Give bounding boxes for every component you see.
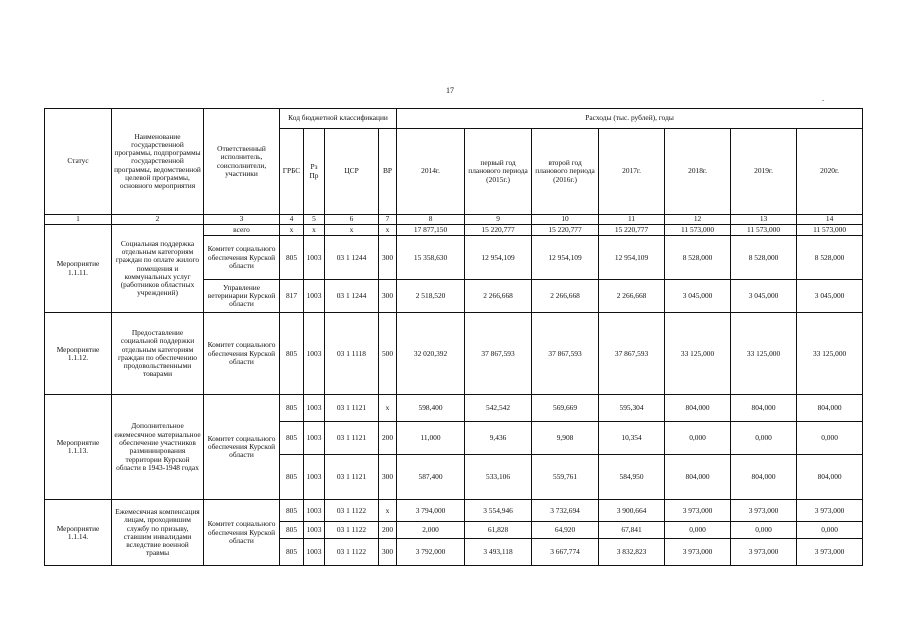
value-2018: 0,000: [665, 522, 731, 539]
value-2016: 2 266,668: [532, 280, 599, 313]
value-2019: 804,000: [731, 455, 797, 500]
rzpr-cell: 1003: [304, 280, 325, 313]
executor-cell: Комитет социального обеспечения Курской области: [204, 500, 280, 566]
executor-cell: всего: [204, 225, 280, 236]
header-grbs: ГРБС: [280, 129, 304, 215]
csr-cell: 03 1 1244: [325, 236, 379, 280]
vr-cell: х: [379, 225, 397, 236]
table-row: [45, 225, 863, 236]
value-2014: 17 877,150: [397, 225, 465, 236]
value-2018: 804,000: [665, 455, 731, 500]
table-row: [45, 395, 863, 422]
header-year-2019: 2019г.: [731, 129, 797, 215]
column-number: 1: [45, 215, 112, 225]
value-2019: 3 973,000: [731, 500, 797, 522]
column-number-row: [45, 215, 863, 225]
csr-cell: х: [325, 225, 379, 236]
status-cell: Мероприятие 1.1.14.: [45, 500, 112, 566]
budget-table: [44, 108, 863, 566]
value-2019: 0,000: [731, 522, 797, 539]
value-2015: 9,436: [465, 422, 532, 455]
value-2018: 3 045,000: [665, 280, 731, 313]
header-csr: ЦСР: [325, 129, 379, 215]
header-year-2015: первый год планового периода (2015г.): [465, 129, 532, 215]
grbs-cell: 805: [280, 236, 304, 280]
rzpr-cell: 1003: [304, 236, 325, 280]
value-2015: 61,828: [465, 522, 532, 539]
vr-cell: 300: [379, 455, 397, 500]
value-2019: 3 045,000: [731, 280, 797, 313]
value-2019: 804,000: [731, 395, 797, 422]
column-number: 14: [797, 215, 863, 225]
value-2015: 533,106: [465, 455, 532, 500]
column-number: 2: [112, 215, 204, 225]
value-2015: 12 954,109: [465, 236, 532, 280]
value-2015: 3 554,946: [465, 500, 532, 522]
csr-cell: 03 1 1122: [325, 539, 379, 566]
column-number: 3: [204, 215, 280, 225]
column-number: 4: [280, 215, 304, 225]
value-2015: 3 493,118: [465, 539, 532, 566]
value-2016: 3 667,774: [532, 539, 599, 566]
executor-cell: Комитет социального обеспечения Курской области: [204, 236, 280, 280]
csr-cell: 03 1 1244: [325, 280, 379, 313]
header-year-2017: 2017г.: [599, 129, 665, 215]
value-2018: 8 528,000: [665, 236, 731, 280]
vr-cell: 200: [379, 422, 397, 455]
value-2020: 804,000: [797, 455, 863, 500]
value-2019: 8 528,000: [731, 236, 797, 280]
value-2020: 3 045,000: [797, 280, 863, 313]
status-cell: Мероприятие 1.1.13.: [45, 395, 112, 500]
value-2019: 33 125,000: [731, 313, 797, 395]
grbs-cell: 805: [280, 455, 304, 500]
event-name-cell: Социальная поддержка отдельным категориям граждан по оплате жилого помещения и коммунальных услуг (работников областных учреждений): [112, 225, 204, 313]
value-2017: 10,354: [599, 422, 665, 455]
value-2017: 12 954,109: [599, 236, 665, 280]
rzpr-cell: 1003: [304, 539, 325, 566]
value-2018: 33 125,000: [665, 313, 731, 395]
csr-cell: 03 1 1121: [325, 395, 379, 422]
value-2014: 587,400: [397, 455, 465, 500]
status-cell: Мероприятие 1.1.12.: [45, 313, 112, 395]
value-2016: 9,908: [532, 422, 599, 455]
header-year-2020: 2020г.: [797, 129, 863, 215]
value-2015: 2 266,668: [465, 280, 532, 313]
column-number: 10: [532, 215, 599, 225]
value-2016: 569,669: [532, 395, 599, 422]
header-name: Наименование государственной программы, подпрограммы государственной программы, ведомственной целевой программы, основного мероприятия: [112, 109, 204, 215]
grbs-cell: 805: [280, 395, 304, 422]
column-number: 8: [397, 215, 465, 225]
value-2019: 0,000: [731, 422, 797, 455]
value-2016: 37 867,593: [532, 313, 599, 395]
table-row: [45, 500, 863, 522]
value-2016: 12 954,109: [532, 236, 599, 280]
value-2014: 598,400: [397, 395, 465, 422]
header-year-2016: второй год планового периода (2016г.): [532, 129, 599, 215]
vr-cell: 300: [379, 236, 397, 280]
value-2014: 2 518,520: [397, 280, 465, 313]
value-2014: 3 792,000: [397, 539, 465, 566]
column-number: 6: [325, 215, 379, 225]
value-2018: 804,000: [665, 395, 731, 422]
value-2014: 15 358,630: [397, 236, 465, 280]
value-2016: 15 220,777: [532, 225, 599, 236]
grbs-cell: 805: [280, 500, 304, 522]
page-number: 17: [446, 86, 454, 95]
corner-mark: .: [822, 94, 824, 103]
status-cell: Мероприятие 1.1.11.: [45, 225, 112, 313]
grbs-cell: 805: [280, 313, 304, 395]
value-2018: 3 973,000: [665, 500, 731, 522]
grbs-cell: 805: [280, 422, 304, 455]
column-number: 7: [379, 215, 397, 225]
value-2014: 2,000: [397, 522, 465, 539]
value-2018: 0,000: [665, 422, 731, 455]
rzpr-cell: 1003: [304, 455, 325, 500]
value-2016: 3 732,694: [532, 500, 599, 522]
value-2020: 0,000: [797, 522, 863, 539]
column-number: 12: [665, 215, 731, 225]
header-classification: Код бюджетной классификации: [280, 109, 397, 129]
value-2017: 15 220,777: [599, 225, 665, 236]
header-rzpr: Рз Пр: [304, 129, 325, 215]
grbs-cell: 817: [280, 280, 304, 313]
event-name-cell: Дополнительное ежемесячное материальное обеспечение участников размининрования территории Курской области в 1943-1948 годах: [112, 395, 204, 500]
rzpr-cell: 1003: [304, 500, 325, 522]
vr-cell: х: [379, 395, 397, 422]
value-2016: 559,761: [532, 455, 599, 500]
value-2020: 3 973,000: [797, 500, 863, 522]
column-number: 11: [599, 215, 665, 225]
executor-cell: Комитет социального обеспечения Курской области: [204, 313, 280, 395]
header-year-2018: 2018г.: [665, 129, 731, 215]
value-2019: 11 573,000: [731, 225, 797, 236]
executor-cell: Управление ветеринарии Курской области: [204, 280, 280, 313]
value-2014: 11,000: [397, 422, 465, 455]
value-2016: 64,920: [532, 522, 599, 539]
csr-cell: 03 1 1118: [325, 313, 379, 395]
csr-cell: 03 1 1121: [325, 455, 379, 500]
rzpr-cell: 1003: [304, 522, 325, 539]
grbs-cell: 805: [280, 522, 304, 539]
value-2017: 37 867,593: [599, 313, 665, 395]
value-2014: 32 020,392: [397, 313, 465, 395]
value-2018: 3 973,000: [665, 539, 731, 566]
value-2020: 33 125,000: [797, 313, 863, 395]
table-row: [45, 313, 863, 395]
rzpr-cell: х: [304, 225, 325, 236]
value-2018: 11 573,000: [665, 225, 731, 236]
value-2020: 0,000: [797, 422, 863, 455]
value-2020: 804,000: [797, 395, 863, 422]
csr-cell: 03 1 1122: [325, 522, 379, 539]
value-2020: 8 528,000: [797, 236, 863, 280]
header-expenses: Расходы (тыс. рублей), годы: [397, 109, 863, 129]
value-2017: 3 900,664: [599, 500, 665, 522]
header-status: Статус: [45, 109, 112, 215]
value-2014: 3 794,000: [397, 500, 465, 522]
value-2019: 3 973,000: [731, 539, 797, 566]
csr-cell: 03 1 1121: [325, 422, 379, 455]
vr-cell: 300: [379, 539, 397, 566]
event-name-cell: Предоставление социальной поддержки отдельным категориям граждан по обеспечению продовольственными товарами: [112, 313, 204, 395]
value-2017: 2 266,668: [599, 280, 665, 313]
value-2015: 15 220,777: [465, 225, 532, 236]
rzpr-cell: 1003: [304, 422, 325, 455]
vr-cell: 500: [379, 313, 397, 395]
value-2017: 595,304: [599, 395, 665, 422]
column-number: 13: [731, 215, 797, 225]
rzpr-cell: 1003: [304, 395, 325, 422]
rzpr-cell: 1003: [304, 313, 325, 395]
value-2015: 37 867,593: [465, 313, 532, 395]
executor-cell: Комитет социального обеспечения Курской области: [204, 395, 280, 500]
column-number: 5: [304, 215, 325, 225]
header-vr: ВР: [379, 129, 397, 215]
value-2020: 3 973,000: [797, 539, 863, 566]
event-name-cell: Ежемесячная компенсация лицам, проходившим службу по призыву, ставшим инвалидами вследствие военной травмы: [112, 500, 204, 566]
header-year-2014: 2014г.: [397, 129, 465, 215]
vr-cell: х: [379, 500, 397, 522]
value-2017: 67,841: [599, 522, 665, 539]
value-2017: 3 832,823: [599, 539, 665, 566]
csr-cell: 03 1 1122: [325, 500, 379, 522]
value-2020: 11 573,000: [797, 225, 863, 236]
column-number: 9: [465, 215, 532, 225]
header-executor: Ответственный исполнитель, соисполнители, участники: [204, 109, 280, 215]
grbs-cell: х: [280, 225, 304, 236]
grbs-cell: 805: [280, 539, 304, 566]
value-2017: 584,950: [599, 455, 665, 500]
vr-cell: 300: [379, 280, 397, 313]
vr-cell: 200: [379, 522, 397, 539]
value-2015: 542,542: [465, 395, 532, 422]
